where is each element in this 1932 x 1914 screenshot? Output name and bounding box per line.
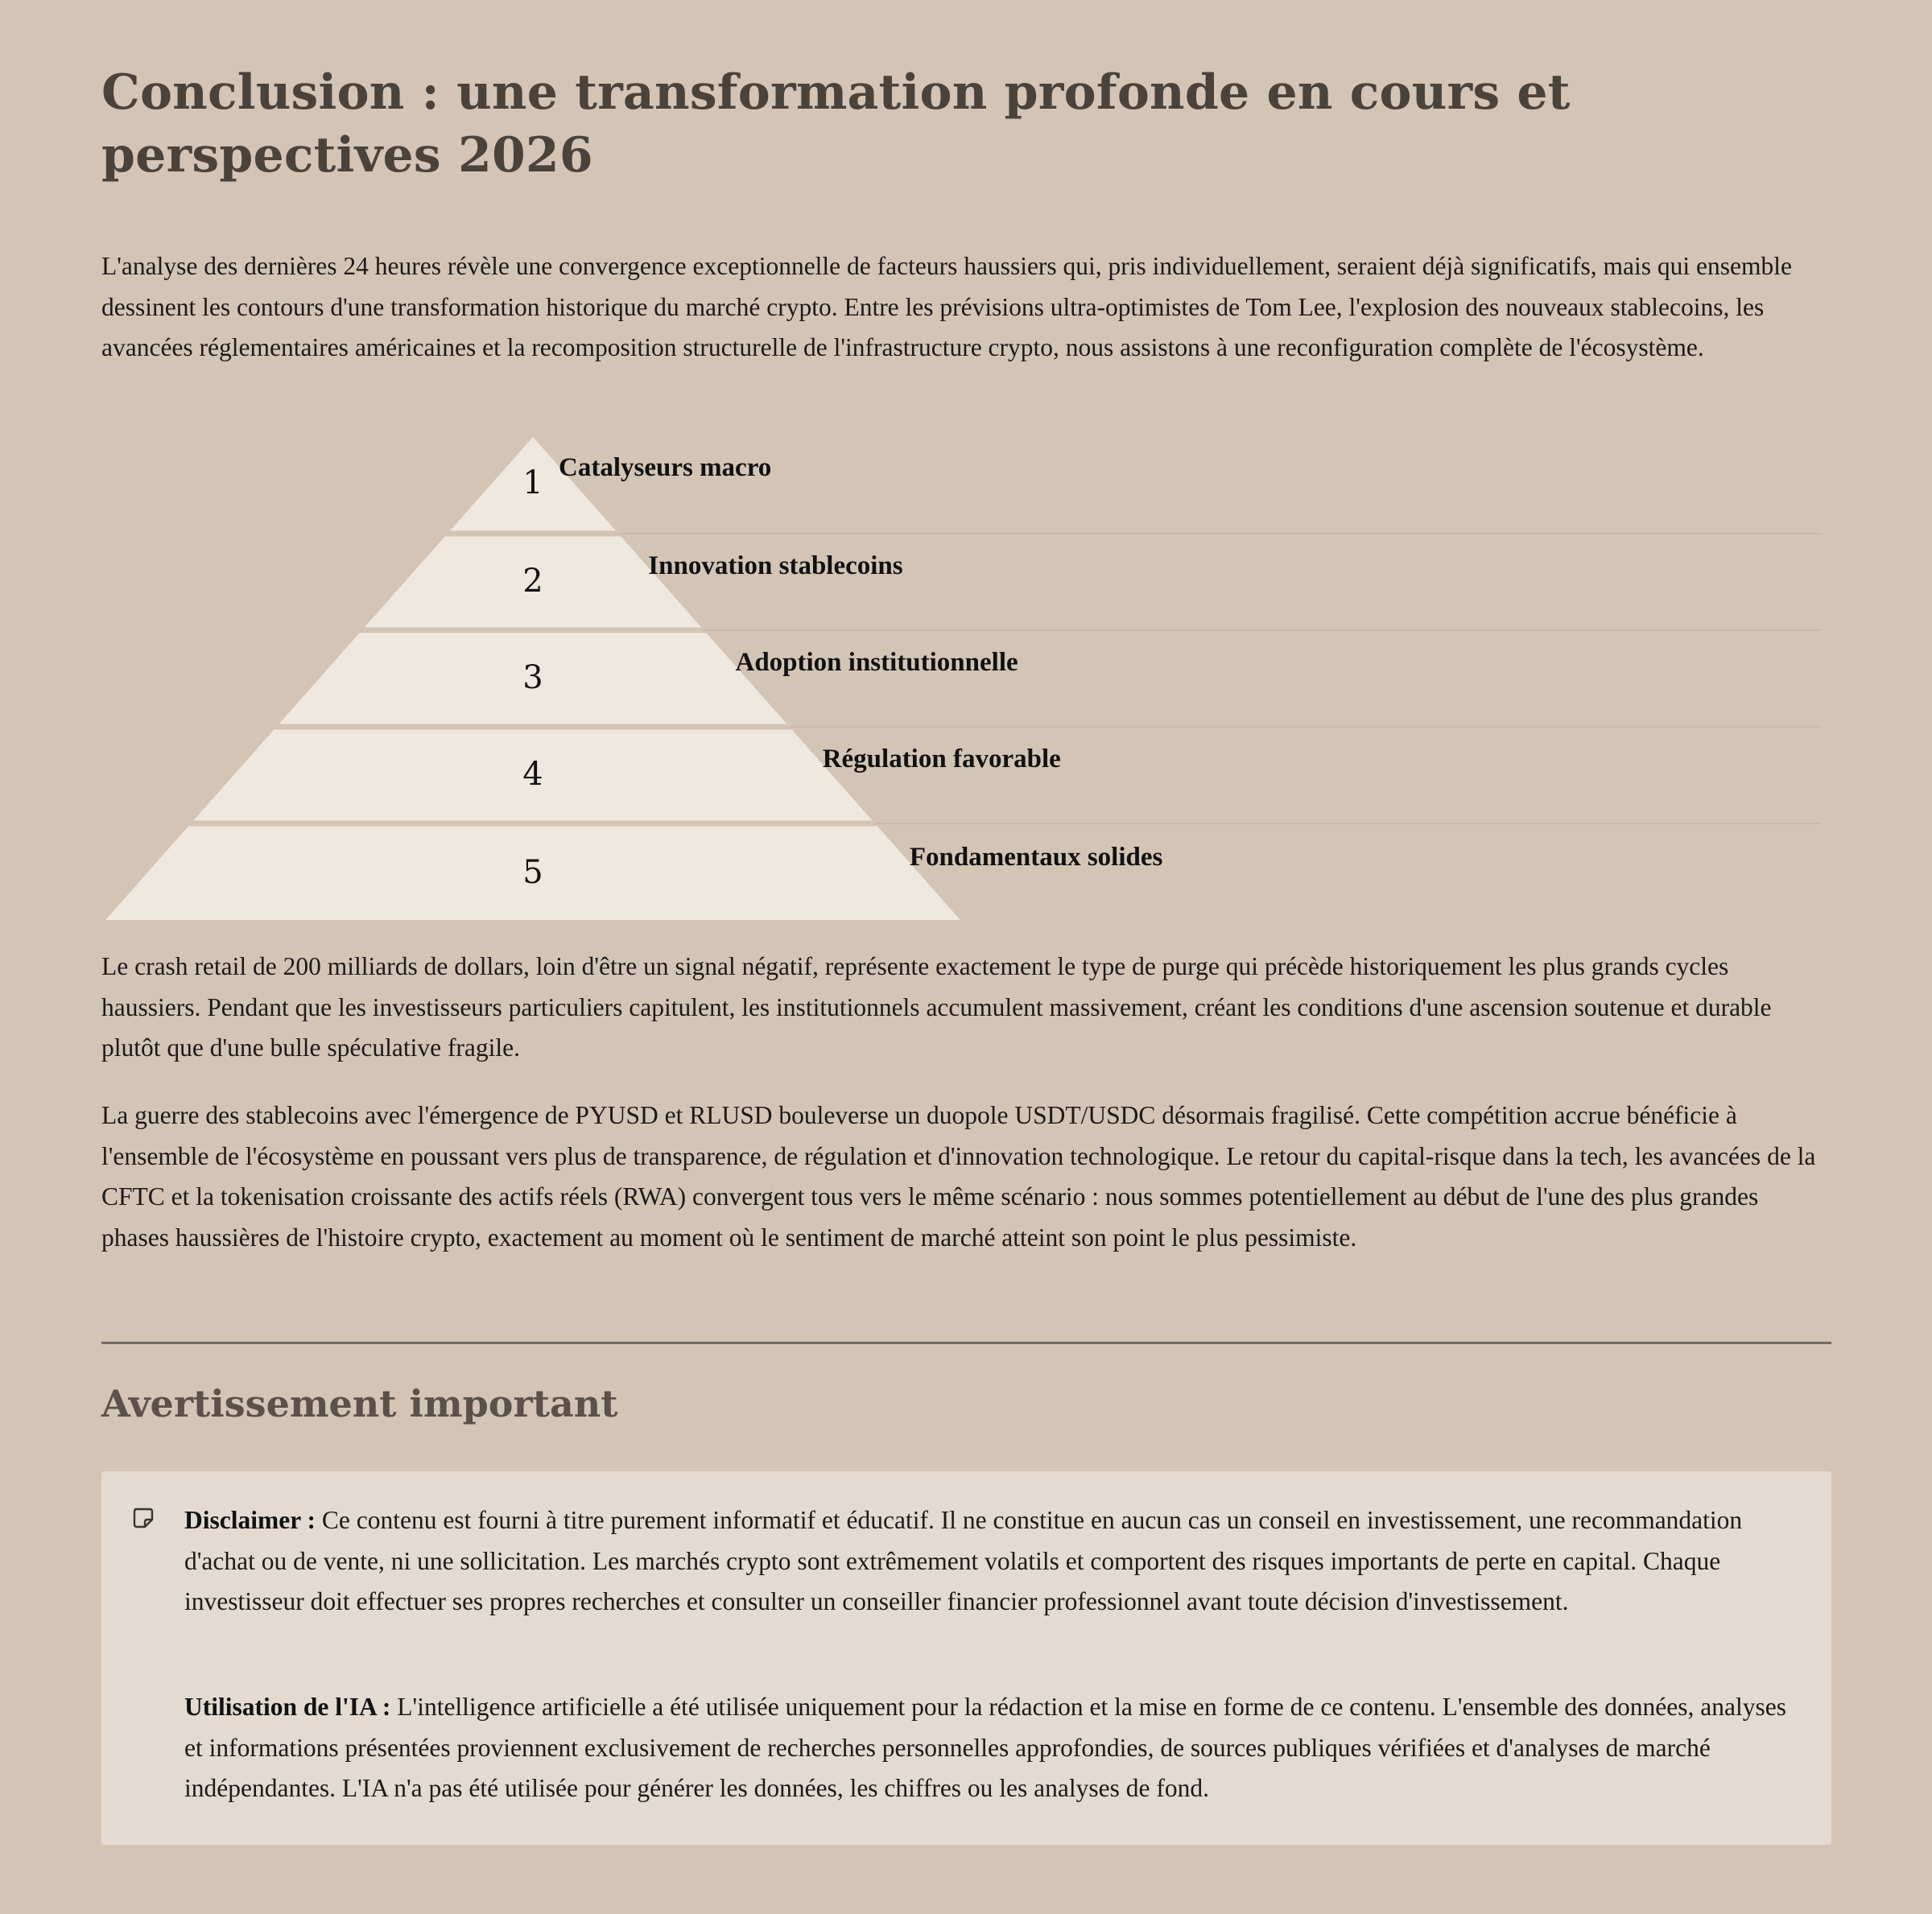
note-icon — [132, 1507, 155, 1529]
pyramid-tier-number: 4 — [522, 756, 543, 793]
disclaimer-text: Ce contenu est fourni à titre purement informatif et éducatif. Il ne constitue en aucun cas un conseil en investissement, une recommandation d'achat ou de vente, ni une sollicitation. Les marchés crypto sont extrêmement volatils et comportent des risques importants de perte en capital. Chaque investisseur doit effectuer ses propres recherches et consulter un conseiller financier professionnel avant toute décision d'investissement. — [184, 1506, 1743, 1615]
page-title: Conclusion : une transformation profonde en cours et perspectives 2026 — [101, 64, 1571, 184]
pyramid-row-separator — [618, 533, 1822, 534]
ai-usage-paragraph — [184, 1687, 1802, 1809]
pyramid-tier-label: Fondamentaux solides — [909, 842, 1163, 872]
pyramid-row-separator — [704, 629, 1822, 631]
section-divider — [101, 1342, 1831, 1344]
disclaimer-label: Disclaimer : — [184, 1506, 316, 1534]
pyramid-tier-number: 2 — [522, 563, 543, 600]
pyramid-row-separator — [790, 726, 1822, 728]
paragraph-2: Le crash retail de 200 milliards de dollars, loin d'être un signal négatif, représente exactement le type de purge qui précède historiquement les plus grands cycles haussiers. Pendant que les investisseurs particuliers capitulent, les institutionnels accumulent massivement, créant les conditions d'une ascension soutenue et durable plutôt que d'une bulle spéculative fragile. — [101, 952, 1772, 1062]
pyramid-diagram — [0, 435, 1932, 926]
pyramid-tier-label: Régulation favorable — [822, 745, 1061, 773]
pyramid-tier-label: Adoption institutionnelle — [735, 648, 1018, 677]
intro-paragraph: L'analyse des dernières 24 heures révèle une convergence exceptionnelle de facteurs haussiers qui, pris individuellement, seraient déjà significatifs, mais qui ensemble dessinent les contours d'une transformation historique du marché crypto. Entre les prévisions ultra-optimistes de Tom Lee, l'explosion des nouveaux stablecoins, les avancées réglementaires américaines et la recomposition structurelle de l'infrastructure crypto, nous assistons à une reconfiguration complète de l'écosystème. — [101, 252, 1792, 361]
pyramid-tier-label: Innovation stablecoins — [648, 551, 903, 580]
paragraph-3: La guerre des stablecoins avec l'émergence de PYUSD et RLUSD bouleverse un duopole USDT/USDC désormais fragilisé. Cette compétition accrue bénéficie à l'ensemble de l'écosystème en poussant vers plus de transparence, de régulation et d'innovation technologique. Le retour du capital-risque dans la tech, les avancées de la CFTC et la tokenisation croissante des actifs réels (RWA) convergent tous vers le même scénario : nous sommes potentiellement au début de l'une des plus grandes phases haussières de l'histoire crypto, exactement au moment où le sentiment de marché atteint son point le plus pessimiste. — [101, 1101, 1816, 1252]
ai-usage-text: L'intelligence artificielle a été utilisée uniquement pour la rédaction et la mise en forme de ce contenu. L'ensemble des données, analyses et informations présentées proviennent exclusivement de recherches personnelles approfondies, de sources publiques vérifiées et d'analyses de marché indépendantes. L'IA n'a pas été utilisée pour générer les données, les chiffres ou les analyses de fond. — [184, 1693, 1786, 1802]
pyramid-tier-number: 3 — [522, 659, 543, 696]
warning-box — [101, 1471, 1831, 1845]
pyramid-tier-number: 5 — [522, 853, 543, 891]
pyramid-row-separator — [875, 823, 1822, 824]
pyramid-tier-label: Catalyseurs macro — [559, 453, 772, 483]
pyramid-tier-number: 1 — [522, 464, 543, 502]
warning-heading: Avertissement important — [101, 1382, 618, 1425]
ai-usage-label: Utilisation de l'IA : — [184, 1693, 391, 1721]
disclaimer-paragraph — [184, 1500, 1802, 1623]
